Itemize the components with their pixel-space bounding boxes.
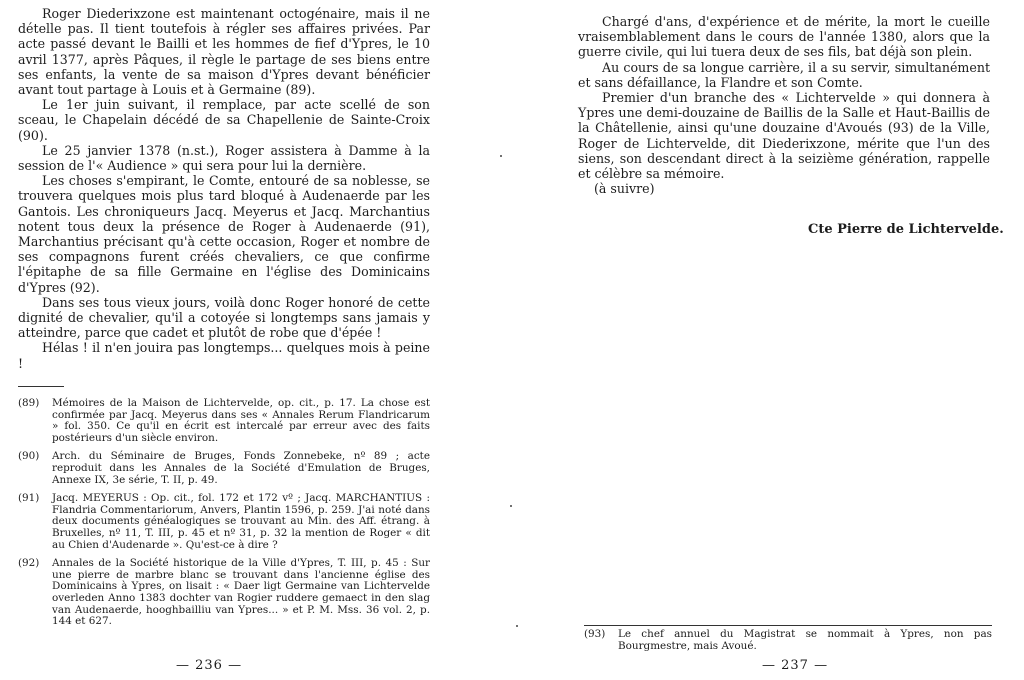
scan-speck bbox=[500, 155, 502, 157]
footnotes bbox=[18, 398, 430, 635]
footnote-text: Annales de la Société historique de la Ville d'Ypres, T. III, p. 45 : Sur une pierre de marbre blanc se trouvant dans l'ancienne église des Dominicains à Ypres, on lisait : « Daer ligt Germaine van Lichtervelde overleden Anno 1383 dochter van Rogier ruddere gemaect in den slag van Audenaerde, hooghbailliu van Ypres... » et P. M. Mss. 36 vol. 2, p. 144 et 627. bbox=[52, 557, 430, 628]
right-page bbox=[540, 0, 1024, 680]
footnote bbox=[18, 451, 430, 486]
author-signature: Cte Pierre de Lichtervelde. bbox=[808, 222, 1004, 237]
left-page bbox=[0, 0, 470, 680]
paragraph: Roger Diederixzone est maintenant octogénaire, mais il ne dételle pas. Il tient toutefois à régler ses affaires privées. Par acte passé devant le Bailli et les hommes de fief d'Ypres, le 10 avril 1377, après Pâques, il règle le partage de ses biens entre ses enfants, la vente de sa maison d'Ypres devant bénéficier avant tout partage à Louis et à Germaine (89). bbox=[18, 6, 430, 98]
page-number: — 237 — bbox=[762, 658, 829, 673]
paragraph: Le 1er juin suivant, il remplace, par acte scellé de son sceau, le Chapelain décédé de sa Chapellenie de Sainte-Croix (90). bbox=[18, 97, 430, 143]
right-page-body bbox=[578, 14, 990, 196]
footnote bbox=[18, 398, 430, 444]
paragraph: Le 25 janvier 1378 (n.st.), Roger assistera à Damme à la session de l'« Audience » qui sera pour lui la dernière. bbox=[18, 142, 430, 174]
to-be-continued: (à suivre) bbox=[594, 181, 655, 197]
footnote-number: (89) bbox=[18, 397, 40, 409]
footnote-number: (91) bbox=[18, 492, 40, 505]
footnote bbox=[584, 625, 992, 652]
footnote-text: Le chef annuel du Magistrat se nommait à Ypres, non pas Bourgmestre, mais Avoué. bbox=[618, 628, 992, 652]
footnote-text: Arch. du Séminaire de Bruges, Fonds Zonnebeke, nº 89 ; acte reproduit dans les Annales de la Société d'Emulation de Bruges, Annexe IX, 3e série, T. II, p. 49. bbox=[52, 450, 430, 486]
footnote bbox=[18, 493, 430, 551]
paragraph: Dans ses tous vieux jours, voilà donc Roger honoré de cette dignité de chevalier, qu'il a cotoyée si longtemps sans jamais y atteindre, parce que cadet et plutôt de robe que d'épée ! bbox=[18, 294, 430, 341]
footnote-divider bbox=[18, 386, 64, 387]
page-number: — 236 — bbox=[176, 658, 243, 673]
footnote-text: Jacq. MEYERUS : Op. cit., fol. 172 et 172 vº ; Jacq. MARCHANTIUS : Flandria Commentariorum, Anvers, Plantin 1596, p. 259. J'ai noté dans deux documents généalogiques se trouvant au Min. des Aff. étrang. à Bruxelles, nº 11, T. III, p. 45 et nº 31, p. 32 la mention de Roger « dit au Chien d'Audenarde ». Qu'est-ce à dire ? bbox=[52, 492, 430, 551]
paragraph: Au cours de sa longue carrière, il a su servir, simultanément et sans défaillance, la Flandre et son Comte. bbox=[578, 59, 990, 90]
paragraph: Les choses s'empirant, le Comte, entouré de sa noblesse, se trouvera quelques mois plus tard bloqué à Audenaerde par les Gantois. Les chroniqueurs Jacq. Meyerus et Jacq. Marchantius notent tous deux la présence de Roger à Audenaerde (91), Marchantius précisant qu'à cette occasion, Roger et nombre de ses compagnons furent créés chevaliers, ce que confirme l'épitaphe de sa fille Germaine en l'église des Dominicains d'Ypres (92). bbox=[18, 173, 430, 295]
paragraph: Chargé d'ans, d'expérience et de mérite, la mort le cueille vraisemblablement dans le cours de l'année 1380, alors que la guerre civile, qui lui tuera deux de ses fils, bat déjà son plein. bbox=[578, 14, 990, 60]
footnote-text: Mémoires de la Maison de Lichtervelde, op. cit., p. 17. La chose est confirmée par Jacq. Meyerus dans ses « Annales Rerum Flandricarum » fol. 350. Ce qu'il en écrit est intercalé par erreur avec des faits postérieurs d'un siècle environ. bbox=[52, 397, 430, 444]
footnote bbox=[18, 558, 430, 628]
scan-speck bbox=[510, 505, 512, 507]
footnote-number: (90) bbox=[18, 450, 40, 463]
paragraph: Premier d'un branche des « Lichtervelde » qui donnera à Ypres une demi-douzaine de Baillis de la Salle et Haut-Baillis de la Châtellenie, ainsi qu'une douzaine d'Avoués (93) de la Ville, Roger de Lichtervelde, dit Diederixzone, mérite que l'un des siens, son descendant direct à la seizième génération, rappelle et célèbre sa mémoire. bbox=[578, 90, 990, 182]
footnote-number: (93) bbox=[584, 628, 606, 640]
footnote-number: (92) bbox=[18, 557, 40, 570]
paragraph: Hélas ! il n'en jouira pas longtemps... quelques mois à peine ! bbox=[18, 340, 430, 371]
scan-speck bbox=[516, 625, 518, 627]
left-page-body bbox=[18, 6, 430, 371]
